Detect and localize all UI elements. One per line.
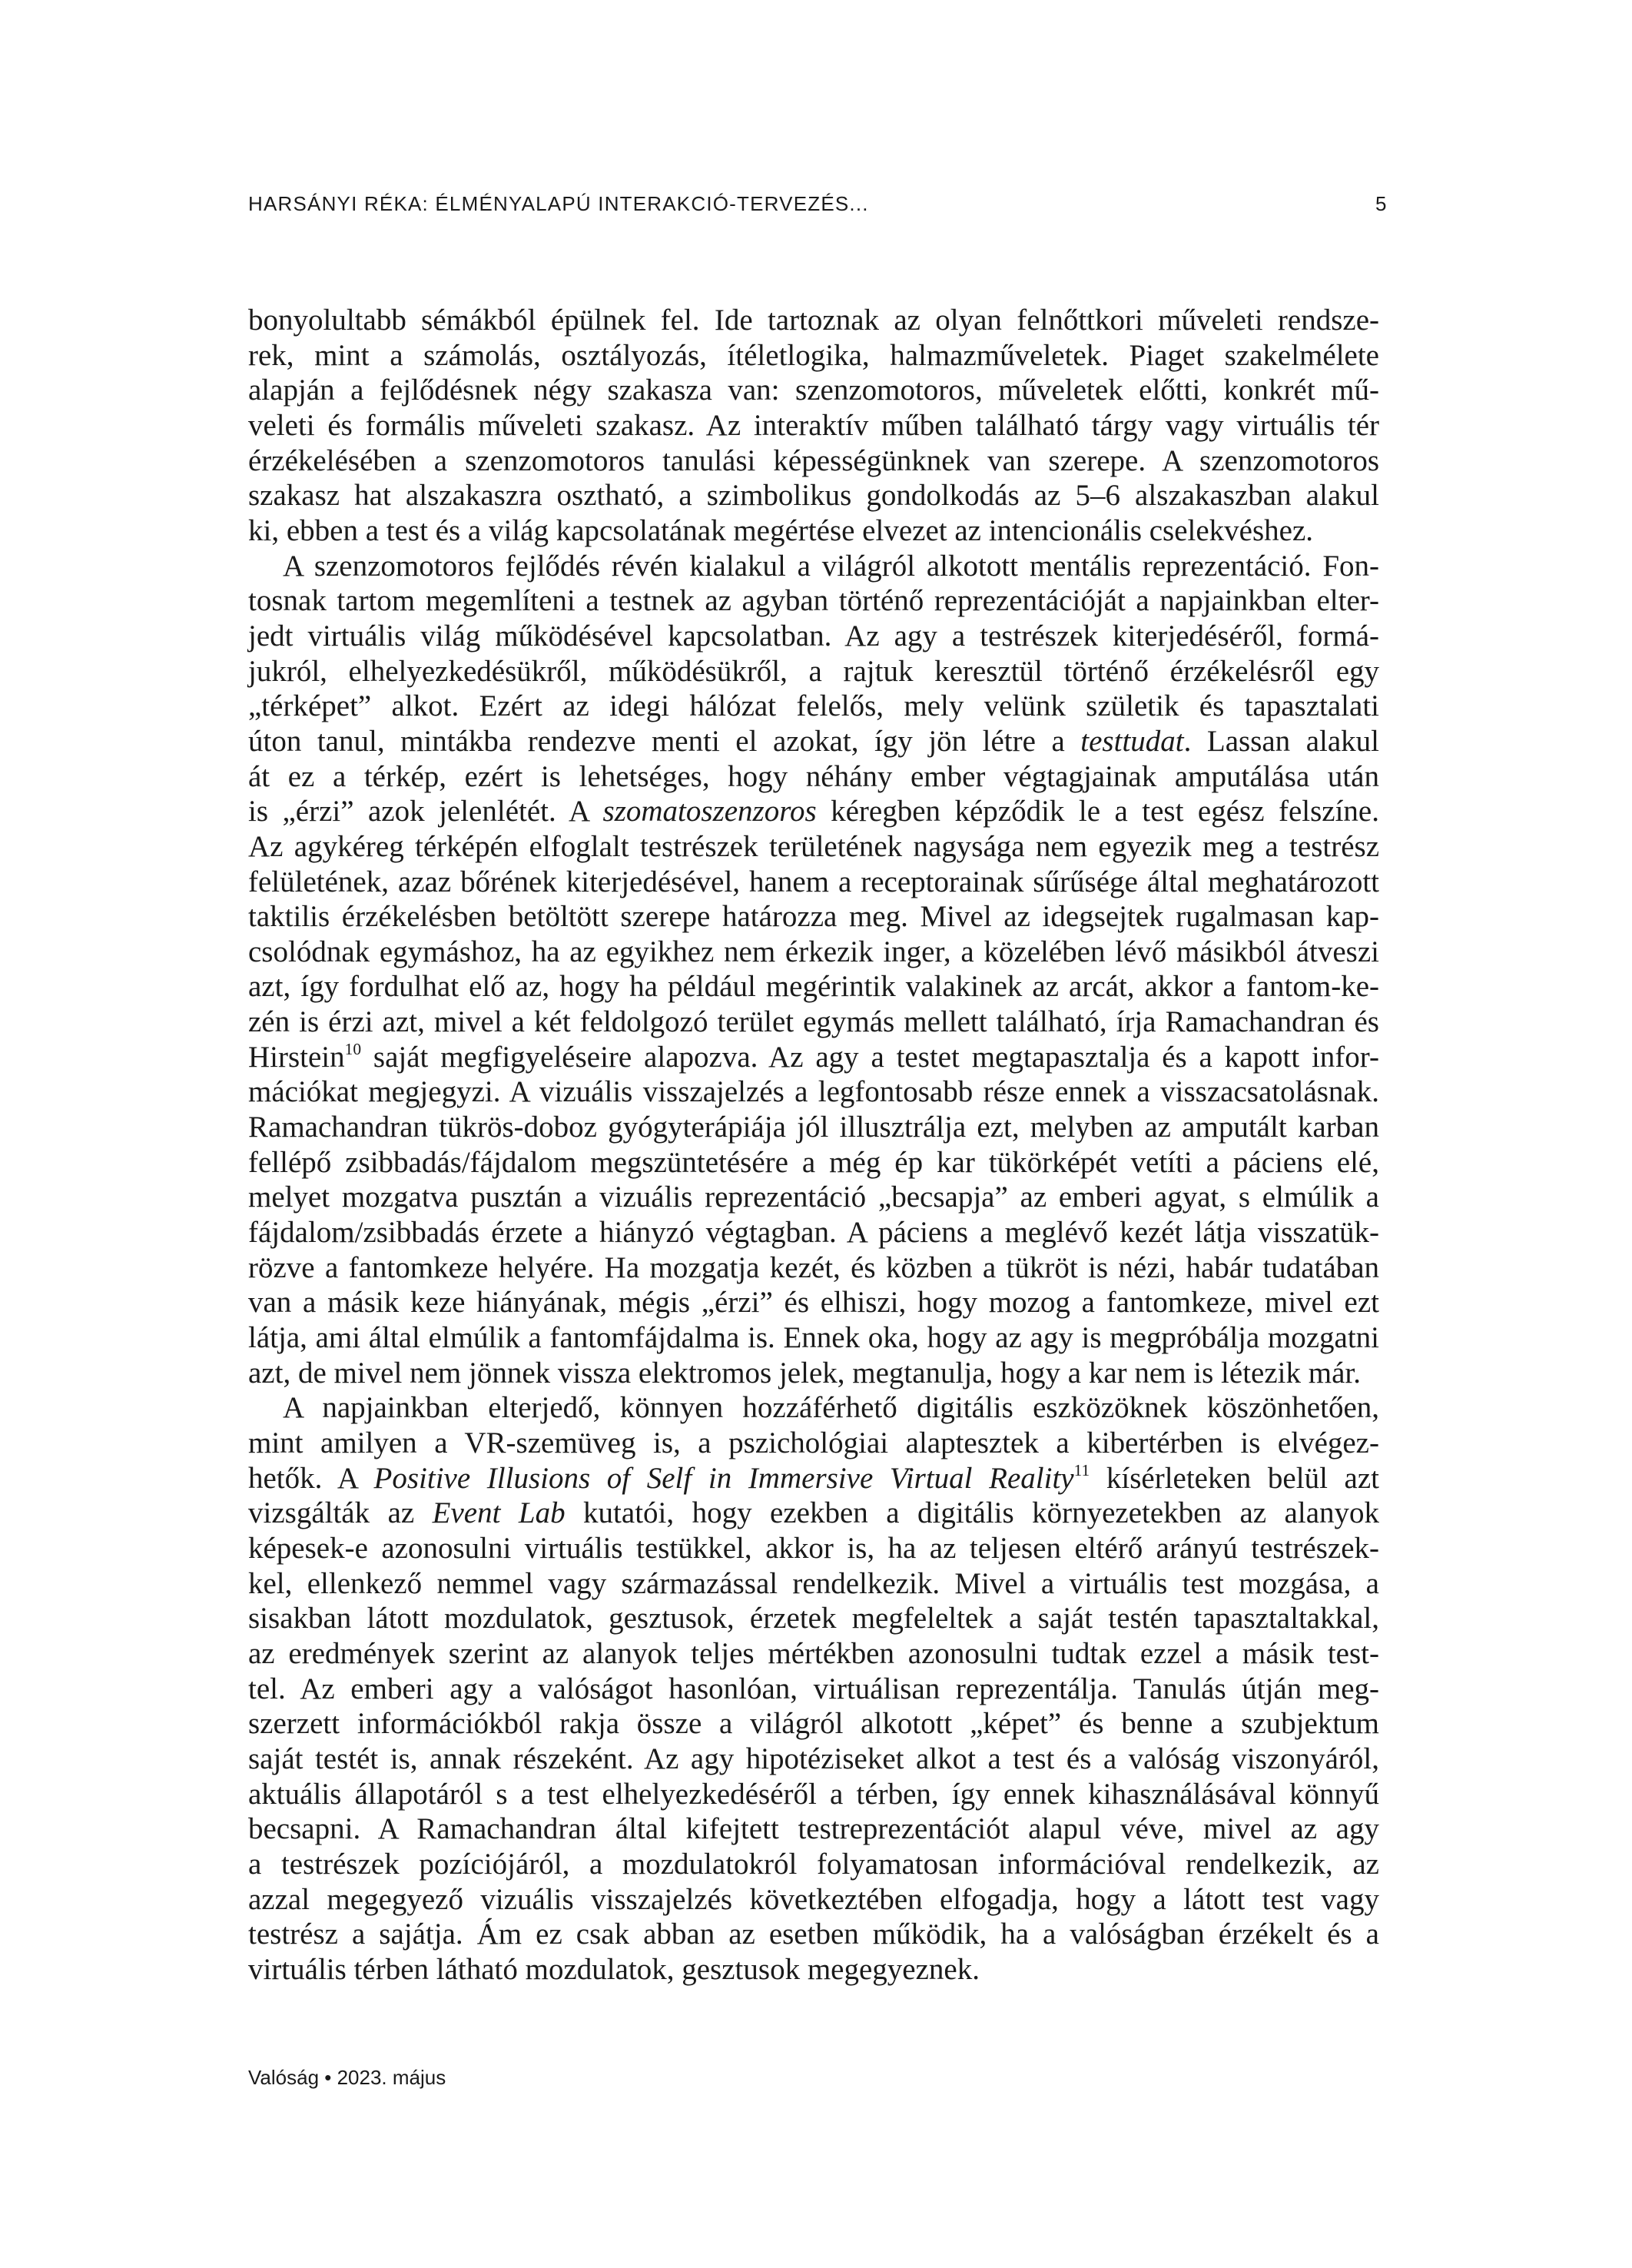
text-run: vizsgálták az [248, 1496, 433, 1530]
text-run: felületének, azaz bőrének kiterjedésével, hanem a receptorainak sűrűsége által meghatározott [248, 865, 1379, 898]
text-line-content [248, 1320, 1379, 1356]
text-run: is „érzi” azok jelenlétét. A [248, 795, 603, 829]
italic-run: Event Lab [432, 1496, 566, 1530]
text-line-content [248, 829, 1379, 865]
text-line [248, 759, 1379, 795]
text-run: a testrészek pozíciójáról, a mozdulatokról folyamatosan információval rendelkezik, az [248, 1847, 1379, 1881]
text-line-content [248, 1952, 980, 1987]
text-line-content [248, 1811, 1379, 1847]
text-line [248, 443, 1379, 479]
text-run: bonyolultabb sémákból épülnek fel. Ide tartoznak az olyan felnőttkori műveleti rendsze- [248, 304, 1379, 337]
text-line-content [248, 1110, 1379, 1145]
text-run: kel, ellenkező nemmel vagy származással rendelkezik. Mivel a virtuális test mozgása, a [248, 1566, 1379, 1600]
text-run: „térképet” alkot. Ezért az idegi hálózat felelős, mely velünk születik és tapasztalati [248, 689, 1379, 723]
text-line-content [248, 443, 1379, 479]
text-line-content [248, 1917, 1379, 1952]
text-line [248, 1426, 1379, 1461]
running-head-title: HARSÁNYI RÉKA: ÉLMÉNYALAPÚ INTERAKCIÓ-TERVEZÉS... [248, 192, 869, 215]
text-line-content [248, 1882, 1379, 1918]
text-line-content [248, 619, 1379, 654]
text-run: A napjainkban elterjedő, könnyen hozzáférhető digitális eszközöknek köszönhetően, [283, 1391, 1379, 1425]
text-run: hetők. A [248, 1461, 374, 1495]
text-run: azt, így fordulhat elő az, hogy ha például megérintik valakinek az arcát, akkor a fantom-ke- [248, 970, 1379, 1004]
text-line-content [248, 583, 1379, 619]
text-line [248, 1250, 1379, 1286]
text-run: alapján a fejlődésnek négy szakasza van: szenzomotoros, műveletek előtti, konkrét mű- [248, 374, 1379, 407]
text-run: az eredmények szerint az alanyok teljes mértékben azonosulni tudtak ezzel a másik test- [248, 1636, 1379, 1670]
text-line-content [248, 513, 1313, 549]
text-line-content [248, 338, 1379, 374]
text-line-content [248, 1145, 1379, 1180]
text-line-content [248, 478, 1379, 513]
text-line [248, 1706, 1379, 1742]
text-line [248, 1742, 1379, 1777]
text-line [248, 935, 1379, 970]
text-line-content [248, 303, 1379, 338]
text-line [248, 1004, 1379, 1040]
text-line-content [248, 689, 1379, 724]
text-run: saját testét is, annak részeként. Az agy hipotéziseket alkot a test és a valóság viszonyáról, [248, 1742, 1379, 1775]
italic-run: Positive Illusions of Self in Immersive Virtual Reality [373, 1461, 1074, 1495]
text-line [248, 583, 1379, 619]
footnote-ref: 11 [1073, 1460, 1090, 1479]
text-line [248, 829, 1379, 865]
text-line [248, 1847, 1379, 1882]
text-line-content [248, 1672, 1379, 1707]
text-line [248, 1356, 1379, 1391]
text-line [248, 549, 1379, 584]
text-line-content [248, 654, 1379, 689]
text-run: kutatói, hogy ezekben a digitális környezetekben az alanyok [565, 1496, 1380, 1530]
text-line-content [248, 1180, 1379, 1215]
text-line [248, 1145, 1379, 1180]
text-line [248, 338, 1379, 374]
text-line-content [248, 1356, 1361, 1391]
text-line-content [248, 1461, 1379, 1496]
text-line-content [248, 1531, 1379, 1566]
text-line-content [248, 899, 1379, 935]
text-run: . Lassan alakul [1183, 724, 1379, 758]
text-run: érzékelésében a szenzomotoros tanulási képességünknek van szerepe. A szenzomotoros [248, 443, 1379, 477]
text-line [248, 1531, 1379, 1566]
text-line [248, 1811, 1379, 1847]
text-line-content [248, 1601, 1379, 1636]
text-line-content [248, 1777, 1379, 1812]
text-run: mációkat megjegyzi. A vizuális visszajelzés a legfontosabb része ennek a visszacsatolásnak. [248, 1075, 1379, 1109]
text-run: melyet mozgatva pusztán a vizuális reprezentáció „becsapja” az emberi agyat, s elmúlik a [248, 1180, 1379, 1214]
text-run: szerzett információkból rakja össze a világról alkotott „képet” és benne a szubjektum [248, 1707, 1379, 1741]
text-line [248, 478, 1379, 513]
text-run: rek, mint a számolás, osztályozás, ítéletlogika, halmazműveletek. Piaget szakelmélete [248, 338, 1379, 372]
text-run: tel. Az emberi agy a valóságot hasonlóan, virtuálisan reprezentálja. Tanulás útján meg- [248, 1672, 1379, 1705]
text-line-content [248, 1636, 1379, 1672]
text-run: A szenzomotoros fejlődés révén kialakul a világról alkotott mentális reprezentáció. Fon- [283, 549, 1379, 583]
text-line [248, 1566, 1379, 1602]
article-body [248, 303, 1379, 1987]
text-run: azt, de mivel nem jönnek vissza elektromos jelek, megtanulja, hogy a kar nem is létezik már. [248, 1356, 1361, 1390]
italic-run: testtudat [1080, 724, 1184, 758]
text-line [248, 865, 1379, 900]
text-run: fellépő zsibbadás/fájdalom megszüntetésére a még ép kar tükörképét vetíti a páciens elé, [248, 1145, 1379, 1179]
text-line [248, 1390, 1379, 1426]
text-run: kísérleteken belül azt [1090, 1461, 1379, 1495]
text-line [248, 408, 1379, 443]
text-run: aktuális állapotáról s a test elhelyezkedéséről a térben, így ennek kihasználásával könnyű [248, 1777, 1379, 1811]
text-run: taktilis érzékelésben betöltött szerepe határozza meg. Mivel az idegsejtek rugalmasan kap- [248, 900, 1379, 934]
text-line [248, 1074, 1379, 1110]
text-line [248, 1917, 1379, 1952]
footnote-ref: 10 [344, 1039, 362, 1058]
text-run: ki, ebben a test és a világ kapcsolatának megértése elvezet az intencionális cselekvéshez. [248, 513, 1314, 547]
text-line [248, 373, 1379, 408]
text-line-content [248, 408, 1379, 443]
text-run: Hirstein [248, 1040, 345, 1074]
text-run: van a másik keze hiányának, mégis „érzi” és elhiszi, hogy mozog a fantomkeze, mivel ezt [248, 1286, 1379, 1320]
text-line-content [283, 549, 1379, 584]
text-line-content [248, 1250, 1379, 1286]
text-line [248, 1496, 1379, 1531]
text-line [248, 1952, 1379, 1987]
text-run: fájdalom/zsibbadás érzete a hiányzó végtagban. A páciens a meglévő kezét látja visszatük- [248, 1216, 1379, 1250]
text-run: sisakban látott mozdulatok, gesztusok, érzetek megfeleltek a saját testén tapasztaltakkal, [248, 1602, 1379, 1635]
text-run: azzal megegyező vizuális visszajelzés következtében elfogadja, hogy a látott test vagy [248, 1882, 1379, 1916]
text-line-content [248, 1426, 1379, 1461]
text-run: Ramachandran tükrös-doboz gyógyterápiája jól illusztrálja ezt, melyben az amputált karban [248, 1111, 1379, 1144]
text-line [248, 1180, 1379, 1215]
text-line [248, 1636, 1379, 1672]
text-line-content [248, 759, 1379, 795]
text-line [248, 654, 1379, 689]
text-line-content [248, 1004, 1379, 1040]
text-run: szakasz hat alszakaszra osztható, a szimbolikus gondolkodás az 5–6 alszakaszban alakul [248, 479, 1379, 513]
text-line-content [248, 935, 1379, 970]
text-run: jedt virtuális világ működésével kapcsolatban. Az agy a testrészek kiterjedéséről, formá- [248, 619, 1379, 653]
text-line [248, 1461, 1379, 1496]
text-line [248, 794, 1379, 829]
text-line [248, 969, 1379, 1004]
text-run: Az agykéreg térképén elfoglalt testrészek területének nagysága nem egyezik meg a testrész [248, 829, 1379, 863]
text-line [248, 1285, 1379, 1320]
text-line [248, 1882, 1379, 1918]
text-line-content [283, 1390, 1379, 1426]
footer-publication: Valóság • 2023. május [248, 2066, 446, 2089]
text-run: úton tanul, mintákba rendezve menti el azokat, így jön létre a [248, 724, 1081, 758]
text-run: képesek-e azonosulni virtuális testükkel, akkor is, ha az teljesen eltérő arányú testrészek- [248, 1531, 1379, 1565]
text-line [248, 1040, 1379, 1075]
text-line-content [248, 373, 1379, 408]
text-line-content [248, 1742, 1379, 1777]
italic-run: szomatoszenzoros [602, 795, 817, 829]
text-line [248, 899, 1379, 935]
text-run: becsapni. A Ramachandran által kifejtett testreprezentációt alapul véve, mivel az agy [248, 1812, 1379, 1846]
text-line-content [248, 1040, 1379, 1075]
text-line [248, 513, 1379, 549]
text-run: saját megfigyeléseire alapozva. Az agy a testet megtapasztalja és a kapott infor- [361, 1040, 1379, 1074]
text-line-content [248, 865, 1379, 900]
text-line-content [248, 724, 1379, 759]
text-run: tosnak tartom megemlíteni a testnek az agyban történő reprezentációját a napjainkban elter- [248, 584, 1379, 618]
text-run: látja, ami által elmúlik a fantomfájdalma is. Ennek oka, hogy az agy is megpróbálja mozgatni [248, 1321, 1379, 1355]
text-line [248, 1110, 1379, 1145]
text-line [248, 1777, 1379, 1812]
page-number: 5 [1375, 192, 1387, 215]
text-line-content [248, 1847, 1379, 1882]
text-run: virtuális térben látható mozdulatok, gesztusok megegyeznek. [248, 1952, 980, 1986]
text-run: kéregben képződik le a test egész felszíne. [816, 795, 1379, 829]
text-run: rözve a fantomkeze helyére. Ha mozgatja kezét, és közben a tükröt is nézi, habár tudatában [248, 1250, 1379, 1284]
text-run: csolódnak egymáshoz, ha az egyikhez nem érkezik inger, a közelében lévő másikból átveszi [248, 935, 1379, 968]
text-run: jukról, elhelyezkedésükről, működésükről, a rajtuk keresztül történő érzékelésről egy [248, 654, 1379, 688]
text-line-content [248, 969, 1379, 1004]
text-line-content [248, 794, 1379, 829]
text-line [248, 1672, 1379, 1707]
text-line-content [248, 1215, 1379, 1250]
text-line-content [248, 1074, 1379, 1110]
text-line-content [248, 1285, 1379, 1320]
text-line-content [248, 1706, 1379, 1742]
text-line [248, 1601, 1379, 1636]
text-line-content [248, 1496, 1379, 1531]
text-line [248, 724, 1379, 759]
text-line [248, 303, 1379, 338]
text-run: mint amilyen a VR-szemüveg is, a pszichológiai alaptesztek a kibertérben is elvégez- [248, 1426, 1379, 1459]
text-run: veleti és formális műveleti szakasz. Az interaktív műben található tárgy vagy virtuális tér [248, 408, 1379, 442]
text-line [248, 619, 1379, 654]
text-line [248, 689, 1379, 724]
text-line-content [248, 1566, 1379, 1602]
text-run: testrész a sajátja. Ám ez csak abban az esetben működik, ha a valóságban érzékelt és a [248, 1918, 1379, 1951]
text-line [248, 1320, 1379, 1356]
text-line [248, 1215, 1379, 1250]
text-run: zén is érzi azt, mivel a két feldolgozó terület egymás mellett található, írja Ramachandran és [248, 1005, 1379, 1039]
text-run: át ez a térkép, ezért is lehetséges, hogy néhány ember végtagjainak amputálása után [248, 759, 1379, 793]
